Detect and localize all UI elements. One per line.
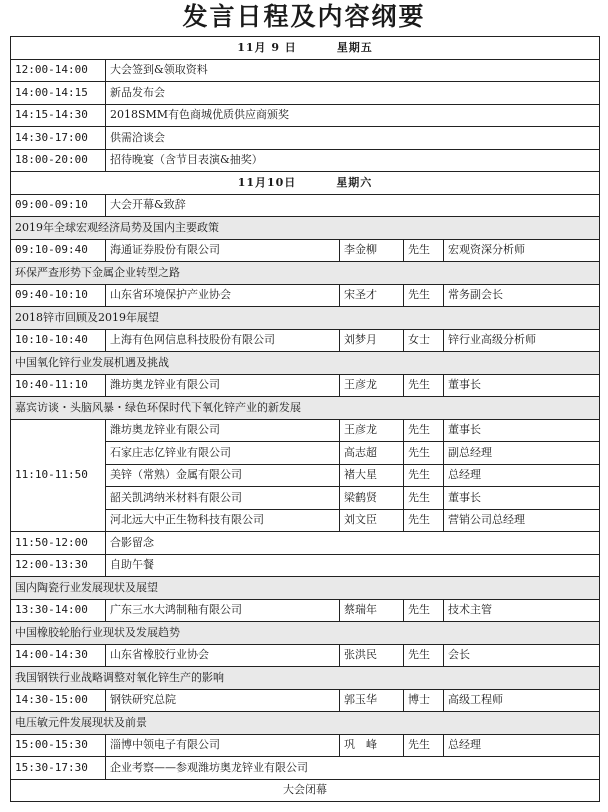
- time-cell: 14:15-14:30: [11, 104, 106, 127]
- topic-row: [11, 397, 600, 420]
- schedule-row: [11, 127, 600, 150]
- org-cell: 山东省环境保护产业协会: [106, 284, 340, 307]
- speaker-name: 高志超: [340, 442, 404, 465]
- speaker-honorific: 先生: [404, 599, 444, 622]
- org-cell: 河北远大中正生物科技有限公司: [106, 509, 340, 532]
- closing-cell: 大会闭幕: [11, 779, 600, 802]
- topic-row: [11, 712, 600, 735]
- day-date: 11月10日: [237, 175, 297, 189]
- speaker-row: [11, 284, 600, 307]
- event-cell: 大会签到&领取资料: [106, 59, 600, 82]
- topic-cell: 电压敏元件发展现状及前景: [11, 712, 600, 735]
- topic-cell: 2018锌市回顾及2019年展望: [11, 307, 600, 330]
- day-weekday: 星期五: [336, 40, 373, 54]
- schedule-row: [11, 59, 600, 82]
- time-cell: 09:00-09:10: [11, 194, 106, 217]
- day-date: 11月 9 日: [237, 40, 297, 54]
- topic-row: [11, 577, 600, 600]
- org-cell: 钢铁研究总院: [106, 689, 340, 712]
- schedule-row: [11, 757, 600, 780]
- time-cell: 14:30-15:00: [11, 689, 106, 712]
- speaker-honorific: 先生: [404, 644, 444, 667]
- schedule-row: [11, 554, 600, 577]
- time-cell: 14:30-17:00: [11, 127, 106, 150]
- speaker-row: [11, 239, 600, 262]
- speaker-honorific: 先生: [404, 487, 444, 510]
- speaker-honorific: 先生: [404, 509, 444, 532]
- speaker-honorific: 先生: [404, 284, 444, 307]
- event-cell: 供需洽谈会: [106, 127, 600, 150]
- time-cell: 15:00-15:30: [11, 734, 106, 757]
- schedule-row: [11, 82, 600, 105]
- event-cell: 合影留念: [106, 532, 600, 555]
- org-cell: 石家庄志亿锌业有限公司: [106, 442, 340, 465]
- topic-cell: 国内陶瓷行业发展现状及展望: [11, 577, 600, 600]
- speaker-honorific: 先生: [404, 734, 444, 757]
- topic-row: [11, 622, 600, 645]
- speaker-title: 董事长: [444, 374, 600, 397]
- speaker-name: 李金柳: [340, 239, 404, 262]
- time-cell: 09:10-09:40: [11, 239, 106, 262]
- speaker-title: 董事长: [444, 487, 600, 510]
- topic-cell: 我国钢铁行业战略调整对氧化锌生产的影响: [11, 667, 600, 690]
- speaker-row: [11, 734, 600, 757]
- speaker-row: [11, 644, 600, 667]
- speaker-title: 高级工程师: [444, 689, 600, 712]
- org-cell: 广东三水大鸿制釉有限公司: [106, 599, 340, 622]
- speaker-title: 董事长: [444, 419, 600, 442]
- speaker-row: [11, 329, 600, 352]
- speaker-name: 张洪民: [340, 644, 404, 667]
- schedule-row: [11, 104, 600, 127]
- speaker-title: 会长: [444, 644, 600, 667]
- org-cell: 山东省橡胶行业协会: [106, 644, 340, 667]
- day-header-row: [11, 172, 600, 195]
- time-cell: 10:10-10:40: [11, 329, 106, 352]
- org-cell: 韶关凯鸿纳米材料有限公司: [106, 487, 340, 510]
- time-cell: 13:30-14:00: [11, 599, 106, 622]
- event-cell: 招待晚宴（含节目表演&抽奖）: [106, 149, 600, 172]
- topic-row: [11, 352, 600, 375]
- speaker-honorific: 博士: [404, 689, 444, 712]
- speaker-honorific: 先生: [404, 374, 444, 397]
- day-header: [11, 172, 600, 195]
- event-cell: 大会开幕&致辞: [106, 194, 600, 217]
- page-title: 发言日程及内容纲要: [182, 2, 426, 31]
- panel-row: [11, 419, 600, 442]
- speaker-name: 王彦龙: [340, 374, 404, 397]
- speaker-row: [11, 689, 600, 712]
- closing-row: [11, 779, 600, 802]
- schedule-row: [11, 194, 600, 217]
- speaker-row: [11, 374, 600, 397]
- topic-row: [11, 217, 600, 240]
- topic-cell: 环保严查形势下金属企业转型之路: [11, 262, 600, 285]
- topic-row: [11, 307, 600, 330]
- speaker-title: 宏观资深分析师: [444, 239, 600, 262]
- topic-row: [11, 262, 600, 285]
- speaker-honorific: 先生: [404, 239, 444, 262]
- time-cell: 12:00-14:00: [11, 59, 106, 82]
- speaker-name: 刘梦月: [340, 329, 404, 352]
- speaker-name: 梁鹤贤: [340, 487, 404, 510]
- time-cell: 09:40-10:10: [11, 284, 106, 307]
- speaker-title: 技术主管: [444, 599, 600, 622]
- speaker-name: 郭玉华: [340, 689, 404, 712]
- topic-cell: 中国橡胶轮胎行业现状及发展趋势: [11, 622, 600, 645]
- topic-cell: 嘉宾访谈・头脑风暴・绿色环保时代下氧化锌产业的新发展: [11, 397, 600, 420]
- speaker-name: 宋圣才: [340, 284, 404, 307]
- day-header: [11, 37, 600, 60]
- day-header-row: [11, 37, 600, 60]
- topic-row: [11, 667, 600, 690]
- schedule-row: [11, 149, 600, 172]
- speaker-honorific: 先生: [404, 442, 444, 465]
- speaker-honorific: 女士: [404, 329, 444, 352]
- speaker-row: [11, 599, 600, 622]
- speaker-name: 蔡瑞年: [340, 599, 404, 622]
- org-cell: 海通证券股份有限公司: [106, 239, 340, 262]
- speaker-name: 王彦龙: [340, 419, 404, 442]
- org-cell: 淄博中领电子有限公司: [106, 734, 340, 757]
- org-cell: 潍坊奥龙锌业有限公司: [106, 374, 340, 397]
- time-cell: 18:00-20:00: [11, 149, 106, 172]
- speaker-honorific: 先生: [404, 419, 444, 442]
- speaker-honorific: 先生: [404, 464, 444, 487]
- speaker-name: 褚大星: [340, 464, 404, 487]
- event-cell: 企业考察——参观潍坊奥龙锌业有限公司: [106, 757, 600, 780]
- time-cell: 11:50-12:00: [11, 532, 106, 555]
- speaker-name: 刘文臣: [340, 509, 404, 532]
- event-cell: 自助午餐: [106, 554, 600, 577]
- schedule-row: [11, 532, 600, 555]
- time-cell: 14:00-14:15: [11, 82, 106, 105]
- speaker-title: 营销公司总经理: [444, 509, 600, 532]
- day-weekday: 星期六: [336, 175, 373, 189]
- topic-cell: 中国氧化锌行业发展机遇及挑战: [11, 352, 600, 375]
- event-cell: 2018SMM有色商城优质供应商颁奖: [106, 104, 600, 127]
- time-cell: 10:40-11:10: [11, 374, 106, 397]
- speaker-title: 常务副会长: [444, 284, 600, 307]
- speaker-title: 总经理: [444, 734, 600, 757]
- speaker-name: 巩 峰: [340, 734, 404, 757]
- speaker-title: 副总经理: [444, 442, 600, 465]
- event-cell: 新品发布会: [106, 82, 600, 105]
- time-cell: 14:00-14:30: [11, 644, 106, 667]
- speaker-title: 总经理: [444, 464, 600, 487]
- org-cell: 上海有色网信息科技股份有限公司: [106, 329, 340, 352]
- time-cell: 12:00-13:30: [11, 554, 106, 577]
- topic-cell: 2019年全球宏观经济局势及国内主要政策: [11, 217, 600, 240]
- time-cell: 15:30-17:30: [11, 757, 106, 780]
- speaker-title: 锌行业高级分析师: [444, 329, 600, 352]
- schedule-table: [10, 36, 600, 802]
- org-cell: 美锌（常熟）金属有限公司: [106, 464, 340, 487]
- org-cell: 潍坊奥龙锌业有限公司: [106, 419, 340, 442]
- time-cell: 11:10-11:50: [11, 419, 106, 532]
